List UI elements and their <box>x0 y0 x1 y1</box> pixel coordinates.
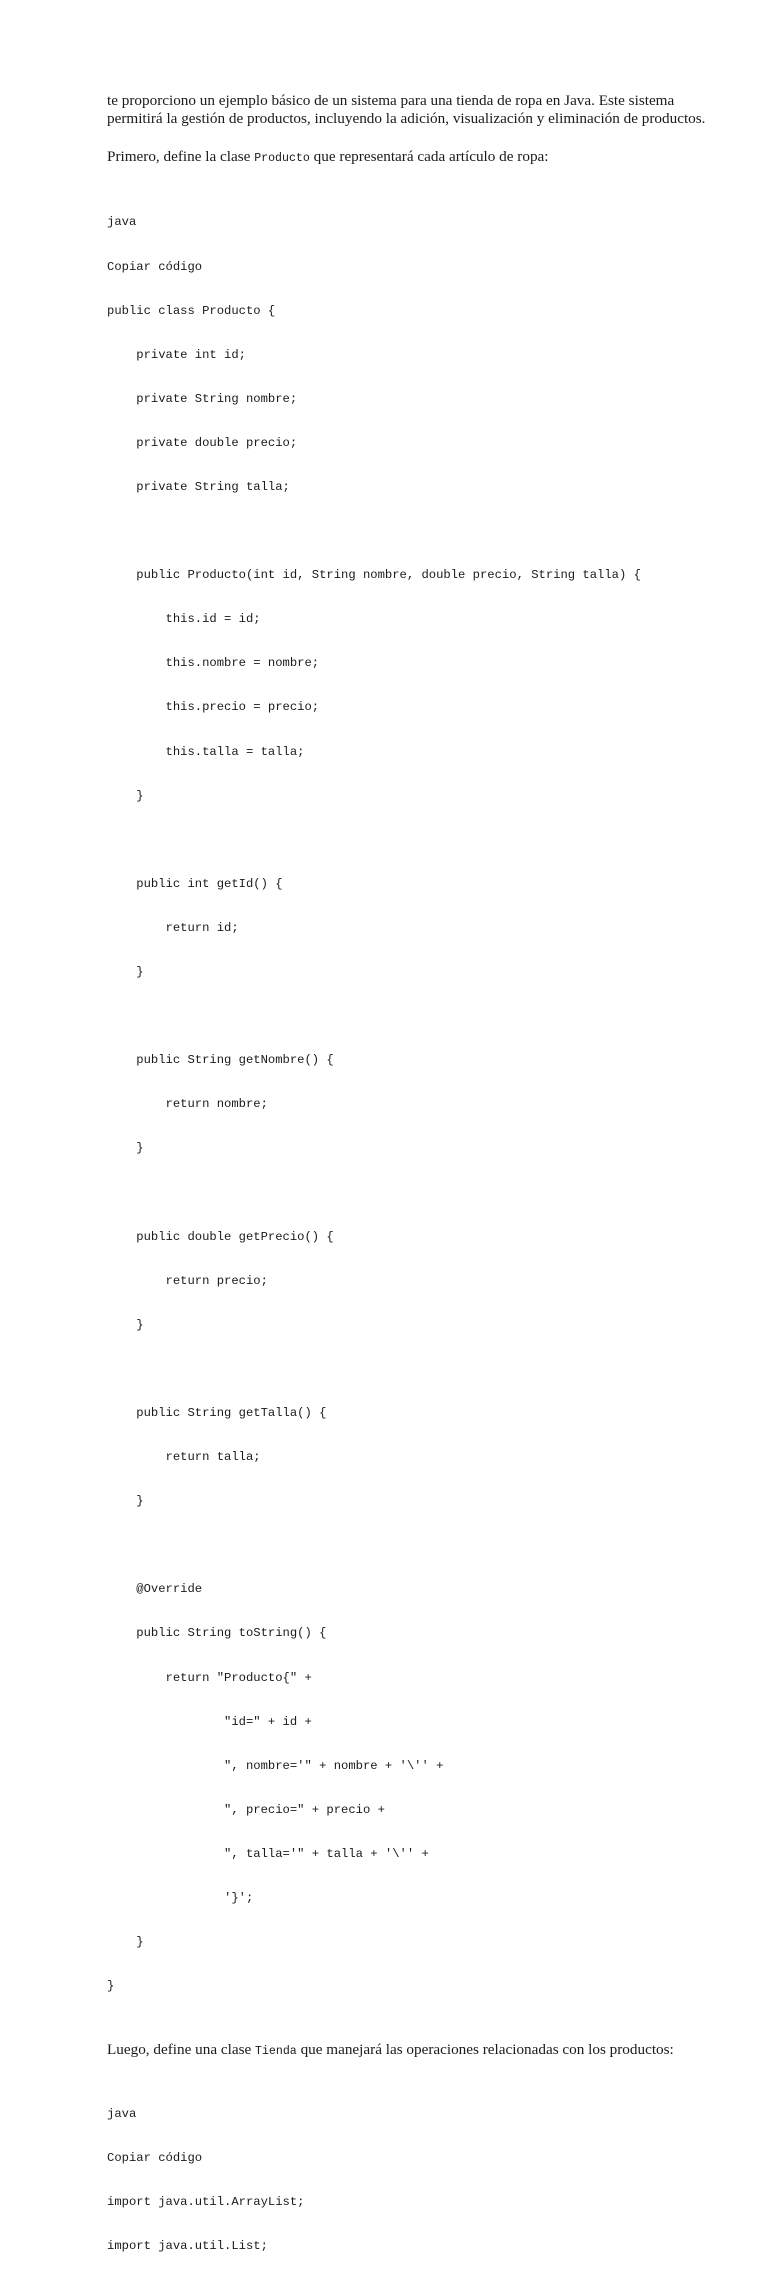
copy-code-label: Copiar código <box>107 2150 203 2165</box>
code-line: this.precio = precio; <box>107 700 320 715</box>
code-line: } <box>107 1935 144 1950</box>
code-line: public String getNombre() { <box>107 1053 334 1068</box>
step1-paragraph <box>107 148 707 168</box>
code-line <box>107 1362 707 1377</box>
code-line: this.id = id; <box>107 612 261 627</box>
code-line: this.nombre = nombre; <box>107 656 320 671</box>
code-line: java <box>107 2106 137 2121</box>
code-line: @Override <box>107 1582 203 1597</box>
code-line: import java.util.List; <box>107 2238 268 2253</box>
code-line: private String talla; <box>107 479 290 494</box>
code-block-tienda <box>107 2077 707 2283</box>
code-line: } <box>107 1494 144 1509</box>
step2-text-after: que manejará las operaciones relacionadas con los productos: <box>296 2041 674 2059</box>
code-line: } <box>107 1141 144 1156</box>
step1-text-after: que representará cada artículo de ropa: <box>309 148 549 165</box>
code-line: ", precio=" + precio + <box>107 1802 385 1817</box>
copy-code-label: Copiar código <box>107 259 203 274</box>
code-line: private double precio; <box>107 435 298 450</box>
code-line: public double getPrecio() { <box>107 1229 334 1244</box>
code-line: public Producto(int id, String nombre, double precio, String talla) { <box>107 568 641 583</box>
code-line: ", talla='" + talla + '\'' + <box>107 1846 429 1861</box>
code-line: } <box>107 788 144 803</box>
code-line: return precio; <box>107 1273 268 1288</box>
code-line: return talla; <box>107 1450 261 1465</box>
step2-inline-code: Tienda <box>255 2045 297 2059</box>
code-line: } <box>107 1317 144 1332</box>
code-line: private String nombre; <box>107 391 298 406</box>
code-line <box>107 524 707 539</box>
intro-paragraph: te proporciono un ejemplo básico de un sistema para una tienda de ropa en Java. Este sistema permitirá la gestión de productos, incluyendo la adición, visualización y eliminación de productos. <box>107 92 706 127</box>
code-line: } <box>107 965 144 979</box>
code-line: } <box>107 1979 115 1994</box>
code-line: java <box>107 215 137 230</box>
code-line: ", nombre='" + nombre + '\'' + <box>107 1758 444 1773</box>
code-line: public String toString() { <box>107 1626 327 1641</box>
step1-inline-code: Producto <box>254 152 310 165</box>
code-line: this.talla = talla; <box>107 744 305 759</box>
code-line: "id=" + id + <box>107 1714 312 1729</box>
code-line: return "Producto{" + <box>107 1670 312 1685</box>
code-line: return nombre; <box>107 1097 268 1112</box>
document-page <box>107 92 707 2283</box>
step2-paragraph <box>107 2041 707 2061</box>
code-line: public String getTalla() { <box>107 1405 327 1420</box>
code-line <box>107 1009 707 1024</box>
code-line: import java.util.ArrayList; <box>107 2194 305 2209</box>
code-line: private int id; <box>107 347 246 362</box>
code-line <box>107 833 707 848</box>
code-line: return id; <box>107 920 239 935</box>
code-line: '}'; <box>107 1890 254 1905</box>
code-block-producto <box>107 186 707 2023</box>
step1-text-before: Primero, define la clase <box>107 148 255 165</box>
code-line <box>107 1538 707 1553</box>
code-line: public int getId() { <box>107 876 283 891</box>
code-line <box>107 1185 707 1200</box>
step2-text-before: Luego, define una clase <box>107 2041 256 2059</box>
code-line: public class Producto { <box>107 303 276 318</box>
